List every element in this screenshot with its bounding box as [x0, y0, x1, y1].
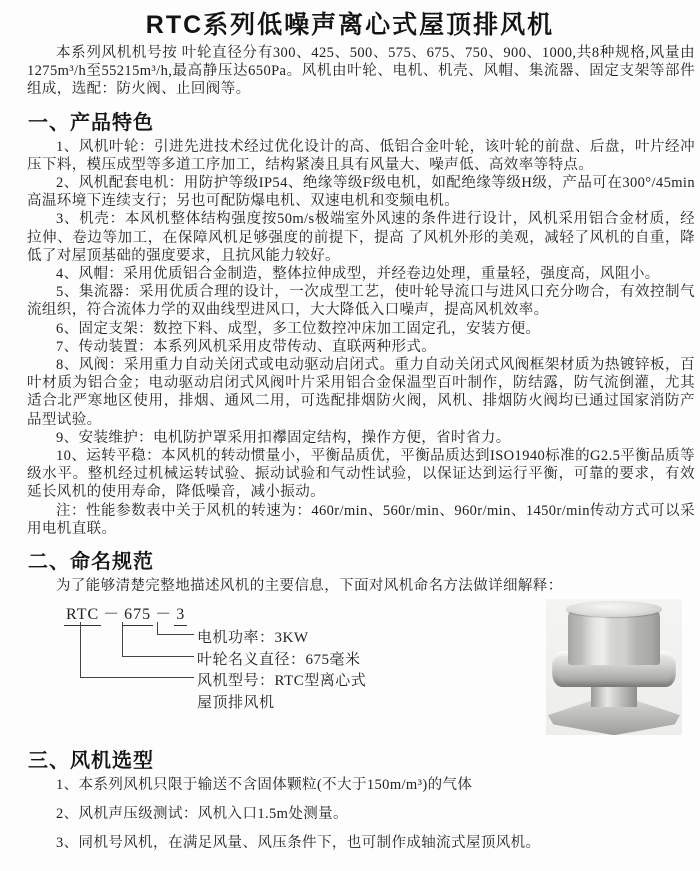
intro-paragraph: 本系列风机机号按 叶轮直径分有300、425、500、575、675、750、900、1000,共8种规格,风量由1275m³/h至55215m³/h,最高静压达650Pa。风机由叶轮、电机、机壳、风帽、集流器、固定支架等部件组成，选配：防火阀、止回阀等。 [27, 45, 695, 98]
section-heading-features: 一、产品特色 [28, 111, 154, 134]
feature-item: 8、风阀：采用重力自动关闭式或电动驱动启闭式。重力自动关闭式风阀框架材质为热镀锌板，百叶材质为铝合金；电动驱动启闭式风阀叶片采用铝合金保温型百叶制作，防结露，防气流倒灌，尤其适合北严寒地区使用，排烟、通风二用，可选配排烟防火阀，风机、排烟防火阀均已通过国家消防产品型试验。 [27, 357, 695, 428]
selection-item: 2、风机声压级测试：风机入口1.5m处测量。 [56, 806, 348, 823]
feature-item: 4、风帽：采用优质铝合金制造，整体拉伸成型，并经卷边处理，重量轻，强度高，风阻小。 [56, 266, 660, 283]
page-title: RTC系列低噪声离心式屋顶排风机 [145, 11, 555, 39]
feature-item: 7、传动装置：本系列风机采用皮带传动、直联两种形式。 [56, 338, 437, 355]
selection-item: 3、同机号风机，在满足风量、风压条件下，也可制作成轴流式屋顶风机。 [56, 835, 541, 852]
fan-photo [546, 599, 682, 735]
naming-label-power: 电机功率：3KW [197, 630, 309, 647]
naming-intro: 为了能够清楚完整地描述风机的主要信息，下面对风机命名方法做详细解释： [56, 578, 563, 595]
naming-label-model-2: 屋顶排风机 [197, 695, 275, 712]
naming-label-model: 风机型号：RTC型离心式 [197, 673, 367, 690]
model-part-series: RTC [64, 606, 101, 626]
feature-note: 注：性能参数表中关于风机的转速为：460r/min、560r/min、960r/min、1450r/min传动方式可以采用电机直联。 [27, 502, 695, 537]
model-dash: － [155, 606, 173, 624]
feature-item: 10、运转平稳：本风机的转动惯量小，平衡品质优，平衡品质达到ISO1940标准的G2.5平衡品质等级水平。整机经过机械运转试验、振动试验和气动性试验，以保证达到运行平衡，可靠的要求，有效延长风机的使用寿命，降低噪音，减小振动。 [27, 448, 695, 501]
features-list [0, 138, 700, 538]
feature-item: 1、风机叶轮：引进先进技术经过优化设计的高、低铝合金叶轮，该叶轮的前盘、后盘，叶片经冲压下料，模压成型等多道工序加工，结构紧凑且具有风量大、噪声低、高效率等特点。 [27, 138, 695, 173]
feature-item: 5、集流器：采用优质合理的设计，一次成型工艺，使叶轮导流口与进风口充分吻合，有效控制气流组织，符合流体力学的双曲线型进风口，大大降低入口噪声，提高风机效率。 [27, 284, 695, 319]
feature-item: 2、风机配套电机：用防护等级IP54、绝缘等级F级电机，如配绝缘等级H级，产品可在300°/45min高温环境下连续支行；另也可配防爆电机、双速电机和变频电机。 [27, 175, 695, 210]
feature-item: 9、安装维护：电机防护罩采用扣襻固定结构，操作方便，省时省力。 [56, 429, 511, 446]
model-part-power: 3 [174, 606, 187, 626]
section-heading-naming: 二、命名规范 [28, 551, 154, 574]
fan-drum-shape [568, 609, 660, 665]
naming-connector-model [80, 622, 194, 678]
section-heading-selection: 三、风机选型 [28, 750, 154, 773]
model-dash: － [103, 606, 121, 624]
naming-diagram [0, 599, 700, 737]
naming-label-diameter: 叶轮名义直径：675毫米 [197, 652, 361, 669]
selection-list [0, 776, 700, 853]
selection-item: 1、本系列风机只限于输送不含固体颗粒(不大于150m/m³)的气体 [56, 777, 473, 794]
feature-item: 3、机壳：本风机整体结构强度按50m/s极端室外风速的条件进行设计，风机采用铝合金材质，经拉伸、卷边等加工，在保障风机足够强度的前提下，提高 了风机外形的美观，减轻了风机的自重，降低了对屋顶基础的强度要求，且抗风能力较好。 [27, 211, 695, 264]
model-part-diameter: 675 [122, 606, 153, 626]
feature-item: 6、固定支架：数控下料、成型，多工位数控冲床加工固定孔，安装方便。 [56, 320, 541, 337]
